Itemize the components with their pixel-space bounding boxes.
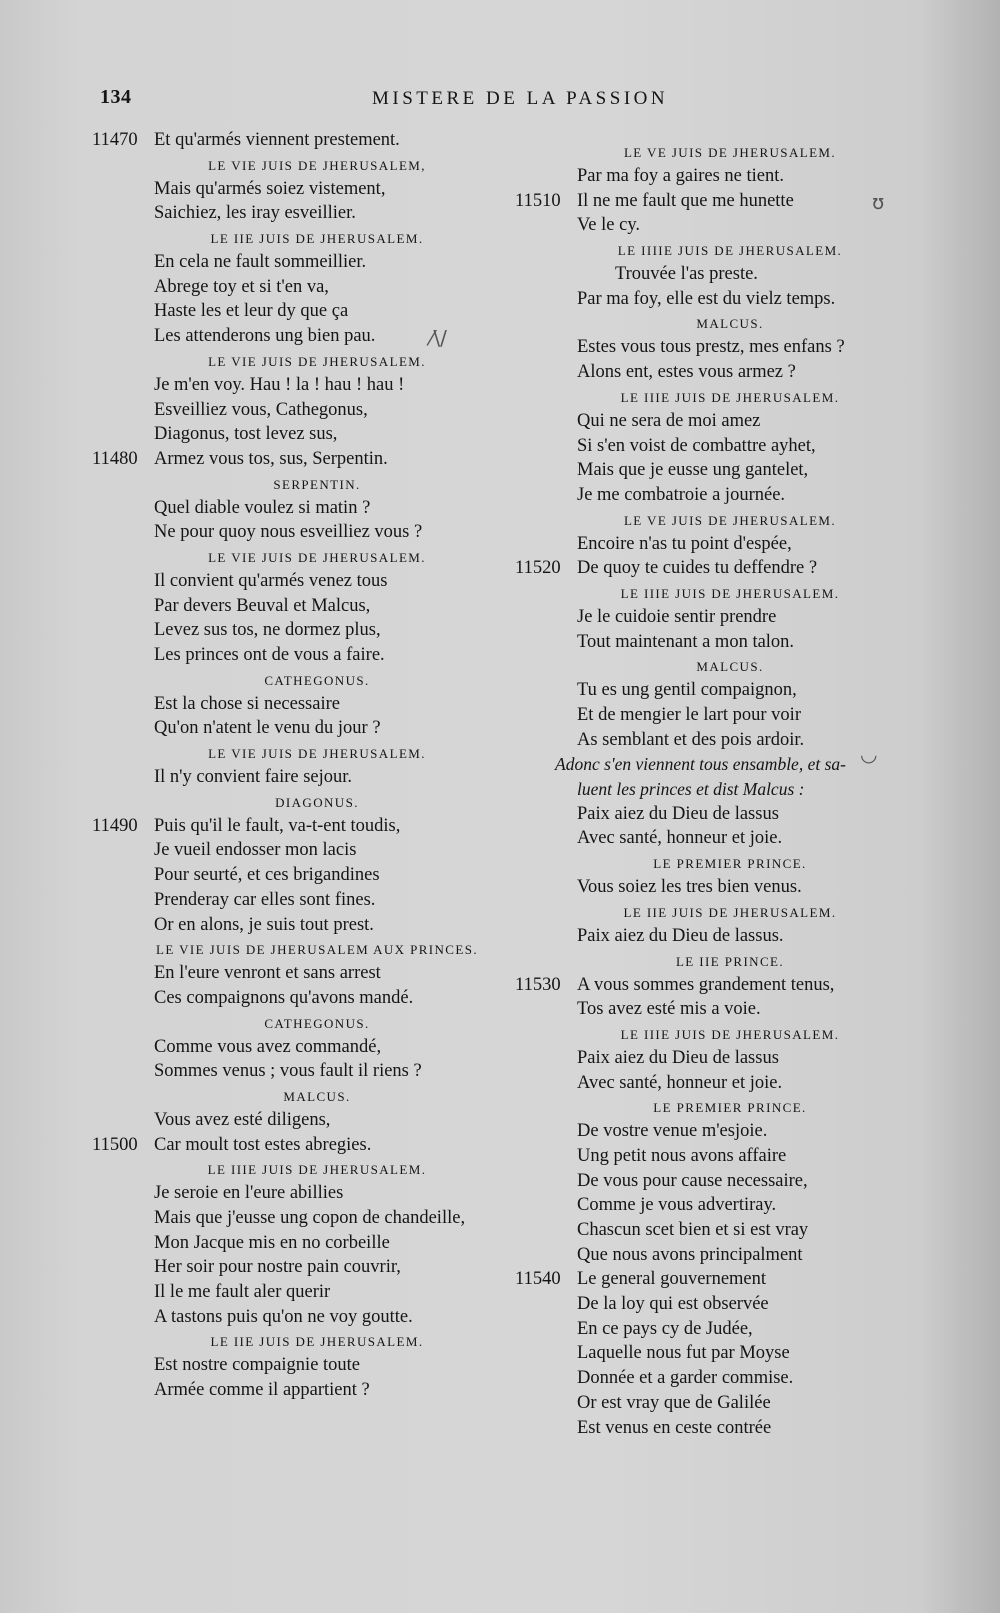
verse-text: A tastons puis qu'on ne voy goutte. (154, 1306, 413, 1327)
verse-line (92, 496, 502, 521)
verse-line (515, 213, 935, 238)
verse-text: Car moult tost estes abregies. (154, 1134, 372, 1155)
speaker-heading: LE VIE JUIS DE JHERUSALEM. (208, 746, 426, 762)
verse-line (515, 1119, 935, 1144)
verse-text: Sommes venus ; vous fault il riens ? (154, 1061, 422, 1082)
verse-text: Tout maintenant a mon talon. (577, 631, 795, 652)
line-number: 11530 (515, 974, 561, 995)
speaker-heading: LE IIIIE JUIS DE JHERUSALEM. (617, 243, 843, 259)
verse-text: Paix aiez du Dieu de lassus (577, 803, 779, 824)
verse-text: Esveilliez vous, Cathegonus, (154, 399, 368, 420)
stage-direction: luent les princes et dist Malcus : (577, 779, 805, 800)
verse-text: Vous avez esté diligens, (154, 1109, 331, 1130)
verse-line (515, 360, 935, 385)
verse-text: Pour seurté, et ces brigandines (154, 865, 380, 886)
verse-text: Chascun scet bien et si est vray (577, 1220, 809, 1240)
verse-text: Levez sus tos, ne dormez plus, (154, 620, 381, 641)
speaker-heading: MALCUS. (696, 659, 764, 675)
speaker-heading: LE VE JUIS DE JHERUSALEM. (623, 512, 837, 528)
verse-line (92, 299, 502, 324)
verse-text: A vous sommes grandement tenus, (577, 974, 835, 995)
verse-text: Alons ent, estes vous armez ? (577, 362, 796, 383)
verse-line (515, 1317, 935, 1342)
verse-line (92, 1035, 502, 1060)
verse-line (515, 1366, 935, 1391)
speaker-heading: LE VIE JUIS DE JHERUSALEM AUX PRINCES. (155, 942, 478, 958)
verse-text: De quoy te cuides tu deffendre ? (577, 558, 818, 579)
page-header (100, 86, 720, 116)
verse-text: Est nostre compaignie toute (154, 1355, 361, 1376)
verse-line (92, 913, 502, 938)
verse-text: De vostre venue m'esjoie. (577, 1121, 768, 1142)
verse-text: Diagonus, tost levez sus, (154, 424, 338, 445)
margin-mark: ʊ (872, 190, 885, 214)
verse-text: Comme vous avez commandé, (154, 1036, 382, 1057)
verse-line (515, 1071, 935, 1096)
verse-text: Haste les et leur dy que ça (154, 301, 349, 322)
verse-line (92, 1305, 502, 1330)
verse-text: Her soir pour nostre pain couvrir, (154, 1257, 401, 1278)
verse-text: Puis qu'il le fault, va-t-ent toudis, (154, 815, 401, 836)
speaker-heading: LE VIE JUIS DE JHERUSALEM. (208, 549, 426, 565)
verse-text: Je vueil endosser mon lacis (154, 840, 357, 861)
verse-line (515, 678, 935, 703)
verse-text: Tu es ung gentil compaignon, (577, 680, 797, 701)
verse-line (92, 250, 502, 275)
verse-line (515, 1169, 935, 1194)
verse-line (92, 888, 502, 913)
verse-line (92, 422, 502, 447)
speaker-heading: MALCUS. (283, 1088, 351, 1104)
verse-text: Avec santé, honneur et joie. (577, 828, 783, 849)
verse-text: Par ma foy, elle est du vielz temps. (577, 288, 836, 309)
line-number: 11540 (515, 1269, 561, 1290)
speaker-heading: LE IIE JUIS DE JHERUSALEM. (210, 1334, 424, 1350)
verse-text: Paix aiez du Dieu de lassus. (577, 925, 784, 946)
verse-line (515, 532, 935, 557)
verse-text: Et qu'armés viennent prestement. (154, 130, 400, 150)
verse-line (515, 335, 935, 360)
verse-text: Armez vous tos, sus, Serpentin. (154, 448, 388, 469)
verse-line (515, 1416, 935, 1441)
verse-line (92, 1108, 502, 1133)
verse-text: Or est vray que de Galilée (577, 1392, 771, 1413)
speaker-heading: LE IIIE JUIS DE JHERUSALEM. (620, 585, 840, 601)
speaker-heading: LE VIE JUIS DE JHERUSALEM, (208, 157, 426, 173)
verse-line (92, 201, 502, 226)
page-number: 134 (100, 86, 132, 108)
verse-text: Il ne me fault que me hunette (577, 190, 794, 211)
verse-line (515, 875, 935, 900)
verse-line (92, 1353, 502, 1378)
verse-text: Si s'en voist de combattre ayhet, (577, 435, 816, 456)
verse-text: Estes vous tous prestz, mes enfans ? (577, 337, 845, 358)
verse-text: Je le cuidoie sentir prendre (577, 606, 777, 627)
line-number: 11520 (515, 558, 561, 579)
verse-text: Je me combatroie a journée. (577, 484, 786, 505)
verse-text: Vous soiez les tres bien venus. (577, 877, 802, 898)
speaker-heading: LE VE JUIS DE JHERUSALEM. (623, 145, 837, 160)
verse-text: Paix aiez du Dieu de lassus (577, 1047, 779, 1068)
speaker-heading: LE VIE JUIS DE JHERUSALEM. (208, 353, 426, 369)
verse-line (515, 287, 935, 312)
verse-text: Quel diable voulez si matin ? (154, 497, 371, 518)
verse-line (92, 1059, 502, 1084)
verse-line (92, 643, 502, 668)
verse-line (515, 924, 935, 949)
speaker-heading: LE IIIE JUIS DE JHERUSALEM. (620, 389, 840, 405)
verse-text: Qu'on n'atent le venu du jour ? (154, 718, 381, 739)
verse-text: Mais que je eusse ung gantelet, (577, 460, 809, 481)
verse-line (515, 1267, 935, 1292)
verse-text: Est la chose si necessaire (154, 693, 340, 714)
verse-line (515, 1046, 935, 1071)
verse-line (92, 594, 502, 619)
verse-line (92, 128, 502, 153)
verse-text: Est venus en ceste contrée (577, 1417, 772, 1438)
verse-text: Je seroie en l'eure abillies (154, 1183, 344, 1204)
verse-text: Donnée et a garder commise. (577, 1368, 794, 1389)
verse-text: Mais qu'armés soiez vistement, (154, 178, 386, 199)
verse-line (515, 483, 935, 508)
speaker-heading: LE IIE JUIS DE JHERUSALEM. (210, 231, 424, 247)
verse-line (515, 1341, 935, 1366)
verse-line (92, 1181, 502, 1206)
verse-line (92, 1255, 502, 1280)
verse-line (515, 1243, 935, 1268)
verse-line (515, 434, 935, 459)
verse-line (92, 814, 502, 839)
left-column (92, 128, 502, 1403)
margin-mark: ◡ (860, 742, 878, 766)
speaker-heading: LE IIE PRINCE. (675, 953, 785, 969)
verse-text: Il convient qu'armés venez tous (154, 570, 388, 591)
verse-text: Qui ne sera de moi amez (577, 410, 761, 431)
verse-line (92, 1231, 502, 1256)
verse-line (515, 630, 935, 655)
line-number: 11490 (92, 815, 138, 836)
verse-text: Mon Jacque mis en no corbeille (154, 1232, 390, 1253)
verse-text: Mais que j'eusse ung copon de chandeille, (154, 1208, 466, 1228)
verse-line (92, 716, 502, 741)
verse-text: Ve le cy. (577, 215, 641, 236)
verse-line (92, 398, 502, 423)
verse-text: Encoire n'as tu point d'espée, (577, 533, 792, 554)
verse-text: Armée comme il appartient ? (154, 1380, 370, 1401)
verse-text: Comme je vous advertiray. (577, 1195, 777, 1216)
verse-line (92, 1280, 502, 1305)
verse-text: De la loy qui est observée (577, 1294, 769, 1315)
verse-line (515, 164, 935, 189)
verse-text: Ne pour quoy nous esveilliez vous ? (154, 522, 423, 543)
speaker-heading: LE PREMIER PRINCE. (653, 856, 807, 872)
verse-text: Laquelle nous fut par Moyse (577, 1343, 790, 1364)
margin-mark: ⁄\/ (430, 326, 447, 350)
verse-line (92, 1133, 502, 1158)
verse-line (92, 569, 502, 594)
verse-line (515, 409, 935, 434)
verse-line (92, 177, 502, 202)
verse-line (515, 703, 935, 728)
verse-line (92, 961, 502, 986)
verse-text: Le general gouvernement (577, 1269, 767, 1290)
speaker-heading: LE PREMIER PRINCE. (653, 1100, 807, 1116)
speaker-heading: LE IIIE JUIS DE JHERUSALEM. (620, 1026, 840, 1042)
verse-line (515, 802, 935, 827)
line-number: 11470 (92, 130, 138, 150)
verse-line (515, 1292, 935, 1317)
right-column (515, 140, 935, 1440)
verse-text: Les princes ont de vous a faire. (154, 645, 385, 665)
speaker-heading: CATHEGONUS. (264, 1015, 370, 1031)
verse-line (92, 1378, 502, 1403)
verse-line (92, 275, 502, 300)
speaker-heading: CATHEGONUS. (264, 672, 370, 688)
verse-text: En l'eure venront et sans arrest (154, 963, 381, 984)
verse-text: Tos avez esté mis a voie. (577, 999, 761, 1020)
verse-text: Je m'en voy. Hau ! la ! hau ! hau ! (154, 374, 405, 395)
verse-line (515, 1193, 935, 1218)
verse-text: As semblant et des pois ardoir. (577, 729, 805, 750)
verse-text: Ces compaignons qu'avons mandé. (154, 987, 414, 1008)
verse-text: En ce pays cy de Judée, (577, 1318, 753, 1339)
verse-text: Trouvée l'as preste. (615, 264, 758, 285)
verse-text: Saichiez, les iray esveillier. (154, 203, 356, 224)
verse-text: Les attenderons ung bien pau. (154, 326, 376, 347)
verse-text: Que nous avons principalment (577, 1244, 803, 1265)
speaker-heading: DIAGONUS. (275, 794, 359, 810)
stage-direction: Adonc s'en viennent tous ensamble, et sa- (555, 754, 846, 775)
verse-text: Par ma foy a gaires ne tient. (577, 166, 785, 186)
verse-line (515, 1218, 935, 1243)
line-number: 11510 (515, 190, 561, 211)
verse-line (515, 262, 935, 287)
verse-text: De vous pour cause necessaire, (577, 1170, 808, 1191)
speaker-heading: LE IIE JUIS DE JHERUSALEM. (623, 904, 837, 920)
verse-line (515, 605, 935, 630)
verse-text: Il n'y convient faire sejour. (154, 767, 353, 788)
speaker-heading: MALCUS. (696, 316, 764, 332)
verse-line (515, 1391, 935, 1416)
verse-line (92, 838, 502, 863)
verse-text: Il le me fault aler querir (154, 1282, 331, 1303)
verse-line (92, 986, 502, 1011)
verse-text: Prenderay car elles sont fines. (154, 889, 376, 910)
verse-text: En cela ne fault sommeillier. (154, 252, 367, 273)
verse-text: Abrege toy et si t'en va, (154, 276, 329, 297)
verse-line (515, 973, 935, 998)
verse-line (515, 556, 935, 581)
verse-line (92, 692, 502, 717)
verse-line (515, 458, 935, 483)
verse-text: Et de mengier le lart pour voir (577, 705, 801, 725)
verse-line (92, 373, 502, 398)
verse-line (515, 1144, 935, 1169)
verse-text: Avec santé, honneur et joie. (577, 1072, 783, 1093)
verse-line (92, 863, 502, 888)
line-number: 11480 (92, 448, 138, 469)
verse-line (515, 997, 935, 1022)
verse-line (92, 765, 502, 790)
verse-line (92, 1206, 502, 1231)
verse-text: Or en alons, je suis tout prest. (154, 914, 374, 935)
speaker-heading: SERPENTIN. (273, 476, 361, 492)
verse-text: Par devers Beuval et Malcus, (154, 595, 371, 616)
verse-line (92, 618, 502, 643)
line-number: 11500 (92, 1134, 138, 1155)
verse-text: Ung petit nous avons affaire (577, 1145, 787, 1166)
verse-line (515, 826, 935, 851)
verse-line (92, 520, 502, 545)
running-title: MISTERE DE LA PASSION (372, 88, 669, 109)
verse-line (92, 447, 502, 472)
speaker-heading: LE IIIE JUIS DE JHERUSALEM. (207, 1162, 427, 1178)
